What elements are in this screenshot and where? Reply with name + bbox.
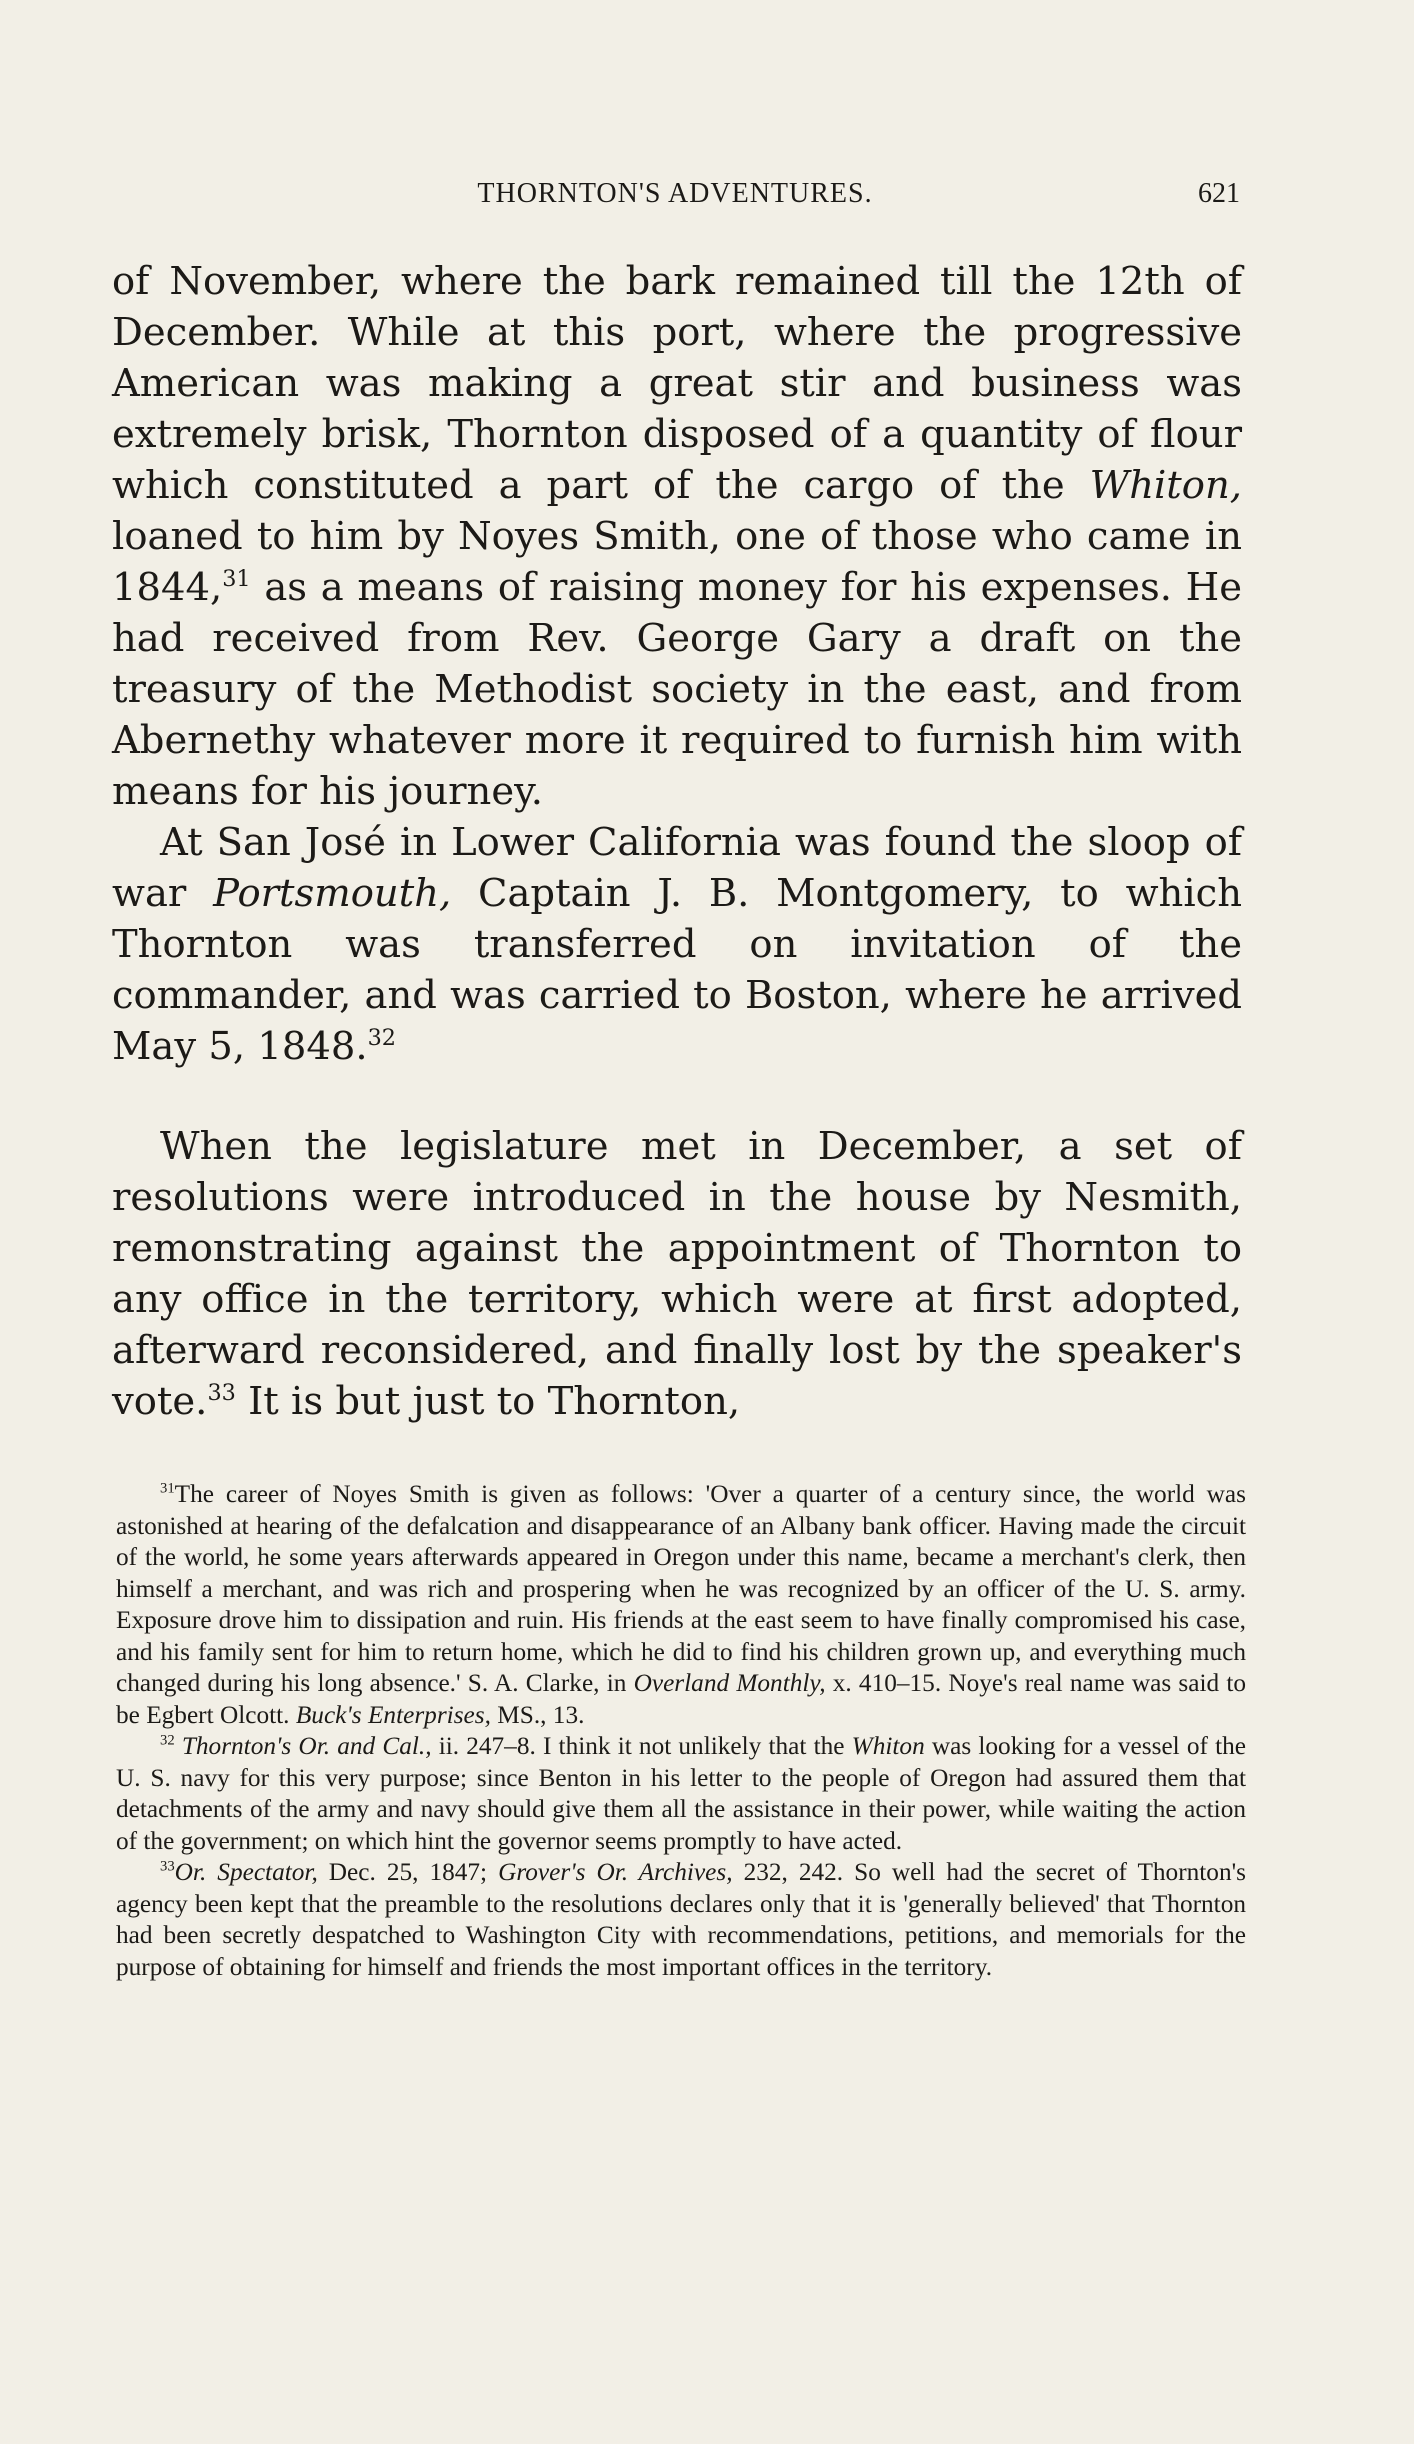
text-run: as a means of raising money for his expenses. He had received from Rev. George Gary a draft on the treasury of the Methodist society in the east, and from Abernethy whatever more it required to furnish him with means for his journey. xyxy=(112,565,1242,814)
text-run: When the legislature met in December, a set of resolutions were introduced in the house by Nesmith, remonstrating against the appointment of Thornton to any office in the territory, which were at first adopted, afterward reconsidered, and finally lost by the speaker's vote. xyxy=(112,1124,1242,1424)
text-run: Captain J. B. Montgomery, to which Thornton was transferred on invitation of the commander, and was carried to Boston, where he arrived May 5, 1848. xyxy=(112,871,1242,1069)
footnote-32 xyxy=(116,1731,1246,1857)
italic-text: Buck's Enterprises, xyxy=(295,1700,491,1729)
footnote-ref: 33 xyxy=(160,1858,175,1875)
footnote-31 xyxy=(116,1479,1246,1731)
footnote-ref: 32 xyxy=(367,1025,396,1052)
text-run: The career of Noyes Smith is given as follows: 'Over a quarter of a century since, the world was astonished at hearing of the defalcation and disappearance of an Albany bank officer. Having made the circuit of the world, he some years afterwards appeared in Oregon under this name, became a merchant's clerk, then himself a merchant, and was rich and prospering when he was recognized by an officer of the U. S. army. Exposure drove him to dissipation and ruin. His friends at the east seem to have finally compromised his case, and his family sent for him to return home, which he did to find his children grown up, and everything much changed during his long absence.' S. A. Clarke, in xyxy=(116,1480,1246,1697)
italic-text: Thornton's Or. and Cal., xyxy=(181,1732,432,1760)
text-run: Dec. 25, 1847; xyxy=(317,1858,499,1886)
footnote-ref: 32 xyxy=(160,1732,175,1749)
paragraph-2 xyxy=(112,817,1242,1072)
text-run: of November, where the bark remained till the 12th of December. While at this port, where the progressive American was making a great stir and business was extremely brisk, Thornton disposed of a quantity of flour which constituted a part of the cargo of the xyxy=(112,259,1242,508)
body-text xyxy=(112,256,1242,1427)
text-run: 232, 242. So well had the secret of Thornton's agency been kept that the preamble to the resolutions declares only that it is 'generally believed' that Thornton had been secretly despatched to Washington City with recommendations, petitions, and memorials for the purpose of obtaining for himself and friends the most important offices in the territory. xyxy=(116,1858,1246,1981)
footnotes xyxy=(116,1479,1246,1983)
footnote-33 xyxy=(116,1857,1246,1983)
text-run: was looking for a vessel of the U. S. navy for this very purpose; since Benton in his letter to the people of Oregon had assured them that detachments of the army and navy should give them all the assistance in their power, while waiting the action of the government; on which hint the governor seems promptly to have acted. xyxy=(116,1732,1247,1855)
text-run: It is but just to Thornton, xyxy=(235,1379,741,1424)
italic-text: Whiton xyxy=(851,1732,925,1760)
running-title: THORNTON'S ADVENTURES. xyxy=(477,178,873,209)
footnote-ref: 31 xyxy=(160,1480,175,1497)
italic-text: Portsmouth, xyxy=(213,871,452,916)
text-run: x. 410–15. Noye's real name was said to be Egbert Olcott. xyxy=(116,1669,1246,1729)
running-head xyxy=(110,178,1240,218)
italic-text: Whiton, xyxy=(1089,463,1242,508)
footnote-ref: 31 xyxy=(222,566,251,593)
text-run: loaned to him by Noyes Smith, one of those who came in 1844, xyxy=(112,514,1242,610)
text-run: MS., 13. xyxy=(490,1700,585,1729)
text-run xyxy=(175,1732,182,1760)
paragraph-1 xyxy=(112,256,1242,817)
text-run: At San José in Lower California was found the sloop of war xyxy=(112,820,1242,916)
page-number: 621 xyxy=(1198,178,1240,209)
text-run: ii. 247–8. I think it not unlikely that the xyxy=(431,1732,852,1760)
italic-text: Grover's Or. Archives, xyxy=(498,1858,733,1886)
italic-text: Overland Monthly, xyxy=(633,1669,826,1697)
paragraph-3 xyxy=(112,1121,1242,1427)
italic-text: Or. Spectator, xyxy=(174,1858,318,1886)
footnote-ref: 33 xyxy=(207,1380,236,1407)
